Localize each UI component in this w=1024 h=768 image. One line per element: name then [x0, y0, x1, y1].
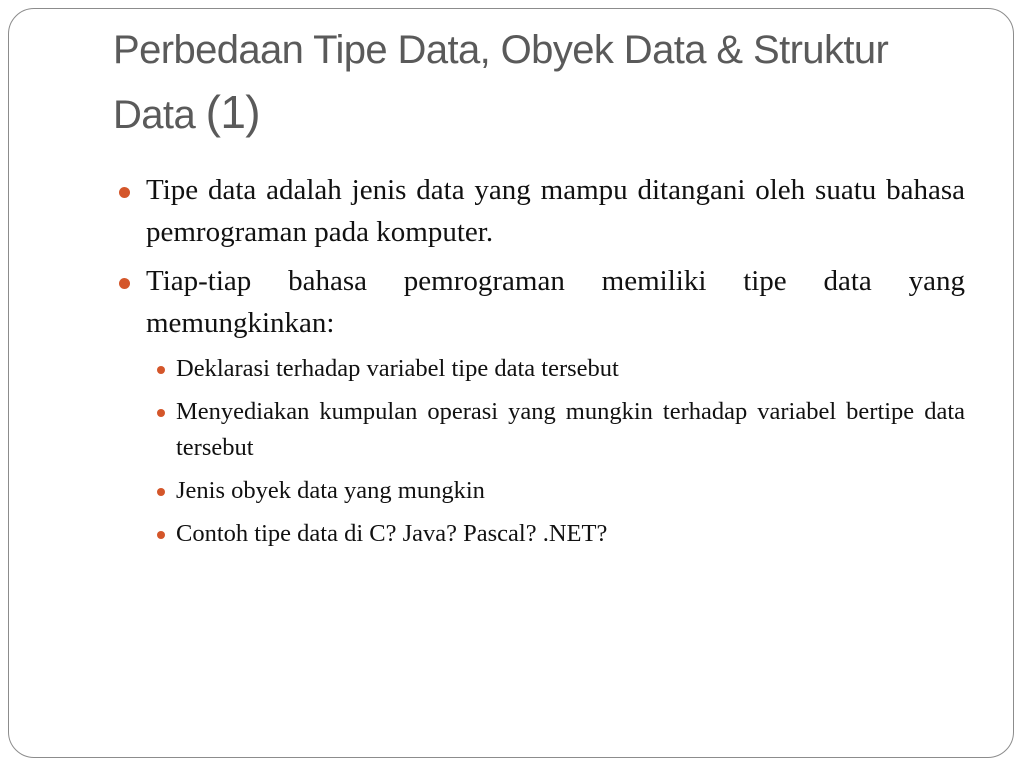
sub-bullet-item [113, 394, 965, 466]
slide-title [113, 19, 973, 146]
sub-bullet-text: Deklarasi terhadap variabel tipe data tersebut [176, 355, 619, 382]
bullet-dot-icon [119, 187, 130, 198]
sub-bullet-text: Jenis obyek data yang mungkin [176, 477, 485, 504]
slide-content [113, 169, 965, 559]
slide-frame [8, 8, 1014, 758]
bullet-dot-icon [157, 488, 165, 496]
bullet-text: Tipe data adalah jenis data yang mampu ditangani oleh suatu bahasa pemrograman pada komputer. [146, 174, 965, 248]
bullet-dot-icon [119, 278, 130, 289]
sub-bullet-item [113, 473, 965, 509]
bullet-list [113, 169, 965, 552]
bullet-item [113, 260, 965, 344]
slide-title-number: (1) [205, 86, 261, 138]
bullet-dot-icon [157, 366, 165, 374]
sub-bullet-text: Contoh tipe data di C? Java? Pascal? .NET? [176, 520, 608, 547]
bullet-dot-icon [157, 531, 165, 539]
bullet-dot-icon [157, 409, 165, 417]
bullet-text: Tiap-tiap bahasa pemrograman memiliki tipe data yang memungkinkan: [146, 265, 965, 339]
slide-title-text: Perbedaan Tipe Data, Obyek Data & Struktur Data [113, 28, 889, 137]
sub-bullet-item [113, 351, 965, 387]
sub-bullet-item [113, 516, 965, 552]
sub-bullet-text: Menyediakan kumpulan operasi yang mungkin terhadap variabel bertipe data tersebut [176, 398, 965, 461]
bullet-item [113, 169, 965, 253]
